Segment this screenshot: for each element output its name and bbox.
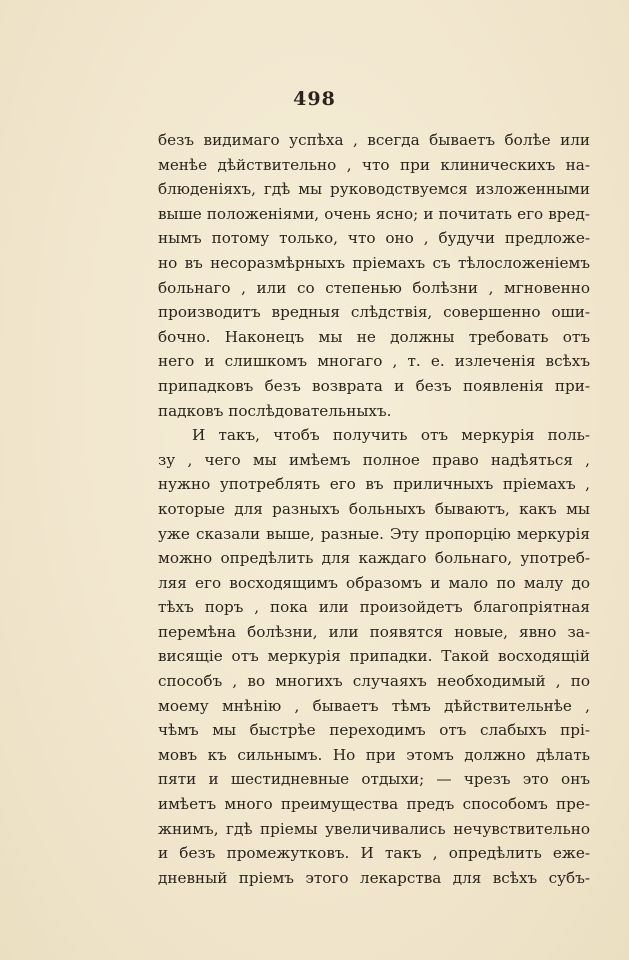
text-line: и безъ промежутковъ. И такъ , опредѣлить еже-	[158, 844, 590, 863]
text-line: производитъ вредныя слѣдствія, совершенно оши-	[158, 303, 590, 322]
paragraph-first-line: И такъ, чтобъ получить отъ меркурія поль-	[192, 426, 590, 445]
text-line: перемѣна болѣзни, или появятся новые, явно за-	[158, 622, 590, 641]
text-line: тѣхъ поръ , пока или произойдетъ благопріятная	[158, 598, 590, 617]
text-line: чѣмъ мы быстрѣе переходимъ отъ слабыхъ прі-	[158, 721, 590, 740]
text-line: ляя его восходящимъ образомъ и мало по малу до	[158, 573, 590, 592]
text-line: мовъ къ сильнымъ. Но при этомъ должно дѣлать	[158, 745, 590, 764]
text-line: выше положеніями, очень ясно; и почитать его вред-	[158, 204, 590, 223]
text-line: нымъ потому только, что оно , будучи предложе-	[158, 229, 590, 248]
text-line: жнимъ, гдѣ пріемы увеличивались нечувствительно	[158, 819, 590, 838]
text-line: припадковъ безъ возврата и безъ появленія при-	[158, 376, 590, 395]
text-line: больнаго , или со степенью болѣзни , мгновенно	[158, 278, 590, 297]
text-line: имѣетъ много преимущества предъ способомъ пре-	[158, 795, 590, 814]
text-line: падковъ послѣдовательныхъ.	[158, 401, 392, 420]
text-line: висящіе отъ меркурія припадки. Такой восходящій	[158, 647, 590, 666]
text-line: которые для разныхъ больныхъ бываютъ, какъ мы	[158, 499, 590, 518]
body-text	[158, 128, 590, 890]
text-line: но въ несоразмѣрныхъ пріемахъ съ тѣлосложеніемъ	[158, 253, 590, 272]
text-line: безъ видимаго успѣха , всегда бываетъ болѣе или	[158, 131, 590, 149]
text-line: бочно. Наконецъ мы не должны требовать отъ	[158, 327, 590, 346]
text-line: способъ , во многихъ случаяхъ необходимый , по	[158, 672, 590, 691]
text-line: дневный пріемъ этого лекарства для всѣхъ субъ-	[158, 868, 590, 887]
text-line: пяти и шестидневные отдыхи; — чрезъ это онъ	[158, 770, 590, 789]
text-line: нужно употреблять его въ приличныхъ пріемахъ ,	[158, 475, 590, 494]
text-line: менѣе дѣйствительно , что при клиническихъ на-	[158, 155, 590, 174]
text-line: зу , чего мы имѣемъ полное право надѣяться ,	[158, 450, 590, 469]
text-line: уже сказали выше, разные. Эту пропорцію меркурія	[158, 524, 590, 543]
text-line: него и слишкомъ многаго , т. е. излеченія всѣхъ	[158, 352, 590, 371]
page-number: 498	[293, 88, 336, 110]
text-line: моему мнѣнію , бываетъ тѣмъ дѣйствительнѣе ,	[158, 696, 590, 715]
text-line: блюденіяхъ, гдѣ мы руководствуемся изложенными	[158, 180, 590, 199]
text-line: можно опредѣлить для каждаго больнаго, употреб-	[158, 549, 590, 568]
